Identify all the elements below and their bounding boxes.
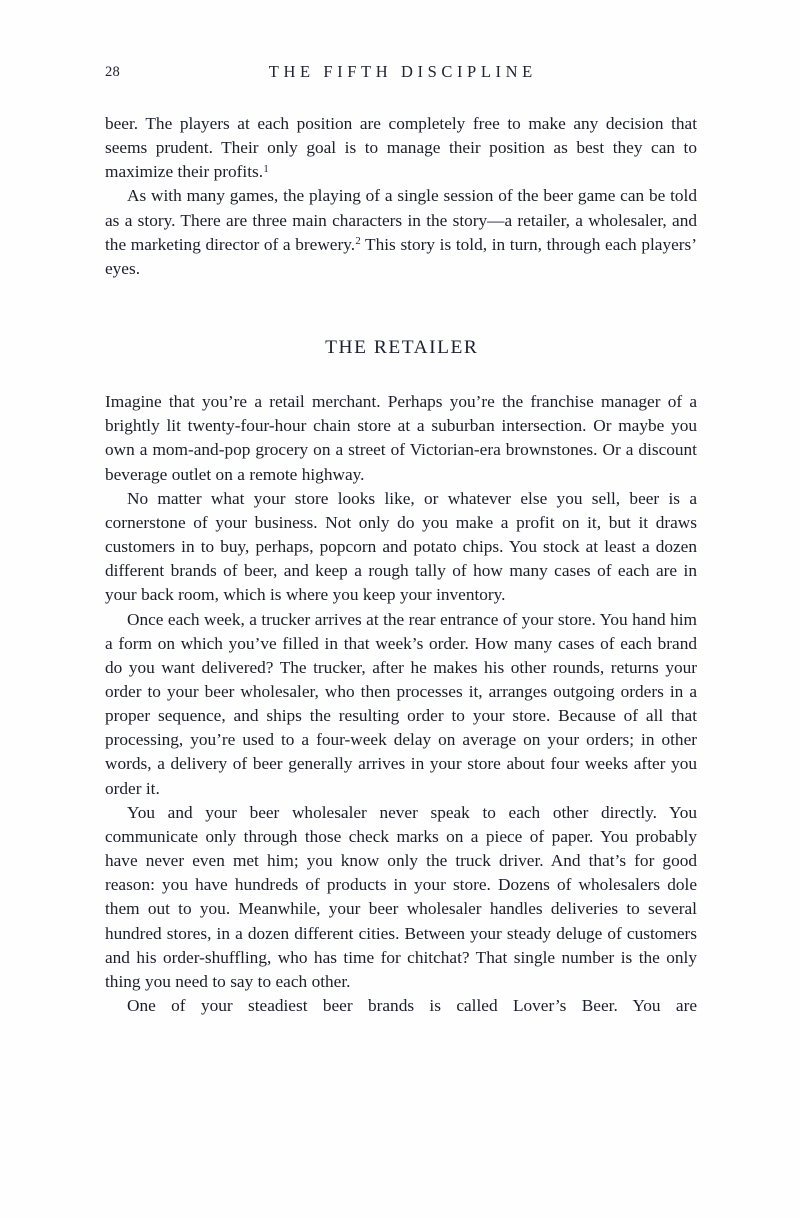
page-number: 28 bbox=[105, 64, 120, 80]
paragraph-2-text-before-marker: As with many games, the playing of a single session of the beer game can be told as a story. There are three main characters in the story—a retailer, a wholesaler, and the marketing director of a brewery. bbox=[105, 186, 697, 254]
section-heading: THE RETAILER bbox=[325, 337, 479, 359]
paragraph-3: Imagine that you’re a retail merchant. Perhaps you’re the franchise manager of a brightly lit twenty-four-hour chain store at a suburban intersection. Or maybe you own a mom-and-pop grocery on a street of Victorian-era brownstones. Or a discount beverage outlet on a remote highway. bbox=[105, 392, 697, 484]
spacer-after-heading bbox=[105, 360, 697, 390]
paragraph-2-text-after-marker: This story is told, in turn, through each players’ eyes. bbox=[105, 234, 697, 278]
text-block bbox=[105, 112, 697, 1042]
paragraph-1 bbox=[105, 112, 697, 184]
running-head bbox=[105, 62, 696, 86]
paragraph-4: No matter what your store looks like, or whatever else you sell, beer is a cornerstone of your business. Not only do you make a profit on it, but it draws customers in to buy, perhaps, popcorn and potato chips. You stock at least a dozen different brands of beer, and keep a rough tally of how many cases of each are in your back room, which is where you keep your inventory. bbox=[105, 488, 697, 605]
spacer-before-heading bbox=[105, 281, 697, 336]
running-head-title: THE FIFTH DISCIPLINE bbox=[268, 62, 537, 81]
footnote-marker-1: 1 bbox=[263, 162, 269, 175]
paragraph-7: One of your steadiest beer brands is called Lover’s Beer. You are bbox=[127, 996, 697, 1015]
paragraph-5: Once each week, a trucker arrives at the rear entrance of your store. You hand him a form on which you’ve filled in that week’s order. How many cases of each brand do you want delivered? The trucker, after he makes his other rounds, returns your order to your beer wholesaler, who then processes it, arranges outgoing orders in a proper sequence, and ships the resulting order to your store. Because of all that processing, you’re used to a four-week delay on average on your orders; in other words, a delivery of beer generally arrives in your store about four weeks after you order it. bbox=[105, 609, 697, 798]
paragraph-6: You and your beer wholesaler never speak to each other directly. You communicate only through those check marks on a piece of paper. You probably have never even met him; you know only the truck driver. And that’s for good reason: you have hundreds of products in your store. Dozens of wholesalers dole them out to you. Meanwhile, your beer wholesaler handles deliveries to several hundred stores, in a dozen different cities. Between your steady deluge of customers and his order-shuffling, who has time for chitchat? That single number is the only thing you need to say to each other. bbox=[105, 802, 697, 991]
paragraph-2 bbox=[105, 184, 697, 281]
paragraph-1-text: beer. The players at each position are completely free to make any decision that seems prudent. Their only goal is to manage their position as best they can to maximize their profits. bbox=[105, 114, 697, 182]
footnote-marker-2: 2 bbox=[355, 235, 361, 248]
